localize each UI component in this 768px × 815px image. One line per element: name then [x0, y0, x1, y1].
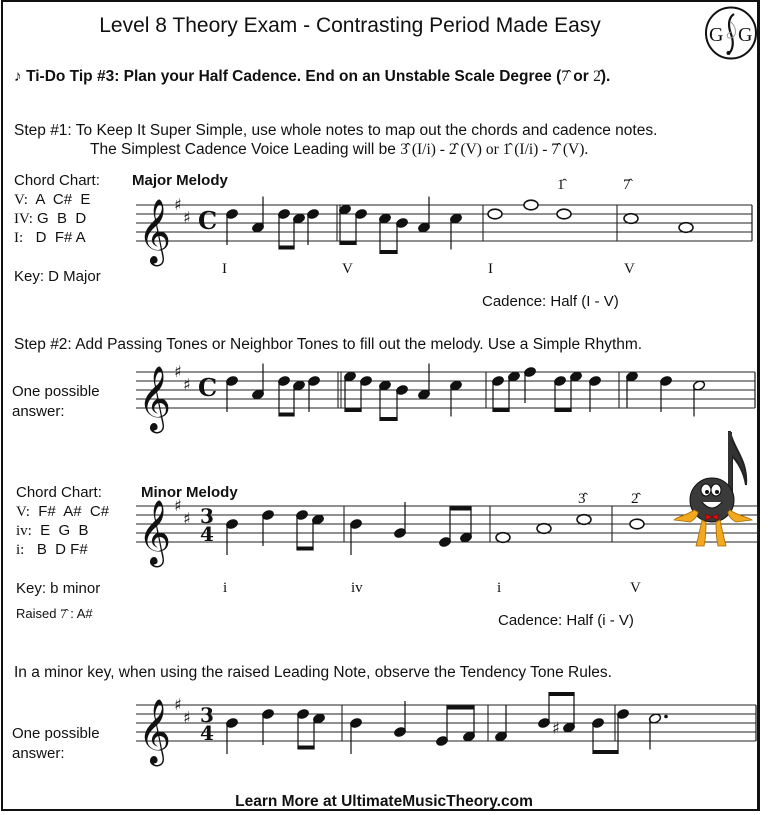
roman-numeral: iv [351, 580, 363, 596]
svg-text:G: G [738, 24, 753, 46]
note [591, 717, 604, 754]
time-sig-top: 3 [200, 504, 214, 528]
raised-value: : A# [66, 606, 93, 621]
beam [593, 750, 619, 754]
chord-notes: E G B [31, 522, 89, 539]
treble-clef-icon: 𝄞 [138, 699, 172, 764]
cadence-text: Cadence: Half (I - V) [482, 293, 619, 310]
sharp-icon: ♯ [174, 195, 182, 214]
step3-text: In a minor key, when using the raised Leading Note, observe the Tendency Tone Rules. [14, 664, 612, 681]
note [349, 717, 362, 754]
scale-degree-label: 3̂ [578, 491, 586, 507]
numeral: IV: [14, 211, 33, 227]
step1-line1: Step #1: To Keep It Super Simple, use whole notes to map out the chords and cadence notes. [14, 122, 658, 139]
chord-notes: B D F# [24, 541, 88, 558]
svg-text:G: G [709, 24, 724, 46]
sharp-accidental-icon: ♯ [552, 718, 560, 738]
answer-label-1: One possible [12, 383, 100, 400]
note [296, 708, 309, 745]
answer-label-2: answer: [12, 745, 65, 762]
minor-melody-title: Minor Melody [141, 484, 238, 501]
sharp-icon: ♯ [183, 375, 191, 394]
beam [447, 706, 475, 710]
scale-degree-label: 7̂ [623, 177, 631, 193]
numeral: I: [14, 230, 24, 246]
voice-leading-formula: 3̂ (I/i) - 2̂ (V) or 1̂ (I/i) - 7̂ (V). [400, 141, 589, 158]
note [462, 706, 475, 743]
numeral: i: [16, 542, 25, 558]
chord-notes: G B D [32, 210, 87, 227]
sharp-icon: ♯ [183, 208, 191, 227]
scale-degree-label: 2̂ [631, 491, 639, 507]
major-chord-chart-label: Chord Chart: [14, 172, 100, 189]
sharp-icon: ♯ [174, 496, 182, 515]
roman-numeral: i [497, 580, 502, 596]
treble-clef-icon: 𝄞 [138, 199, 172, 264]
raised-label: Raised [16, 606, 61, 621]
minor-key-label: Key: b minor [16, 580, 101, 597]
note [537, 692, 550, 729]
roman-numeral: V [630, 580, 641, 596]
eighth-note-icon: ♪ [14, 68, 22, 85]
note [393, 701, 406, 738]
music-note-mascot-icon [668, 430, 768, 550]
chord-notes: F# A# C# [29, 503, 110, 520]
common-time-icon: C [198, 373, 218, 402]
note [494, 706, 507, 743]
numeral: V: [16, 504, 30, 520]
treble-clef-icon: 𝄞 [138, 366, 172, 431]
tip-or: or [568, 68, 594, 85]
treble-clef-icon: 𝄞 [138, 500, 172, 565]
common-time-icon: C [198, 206, 218, 235]
numeral: iv: [16, 523, 32, 539]
page-title: Level 8 Theory Exam - Contrasting Period Made Easy [99, 14, 601, 37]
time-sig-top: 3 [200, 703, 214, 727]
sharp-icon: ♯ [183, 509, 191, 528]
note [648, 713, 667, 750]
tip-end: ). [600, 68, 611, 85]
scale-degree-label: 1̂ [557, 177, 565, 193]
sharp-icon: ♯ [183, 708, 191, 727]
sharp-icon: ♯ [174, 362, 182, 381]
note [552, 697, 576, 738]
roman-numeral: I [222, 261, 227, 277]
roman-numeral: V [624, 261, 635, 277]
roman-numeral: V [342, 261, 353, 277]
minor-chord-chart-label: Chord Chart: [16, 484, 102, 501]
roman-numeral: I [488, 261, 493, 277]
major-melody-title: Major Melody [132, 172, 228, 189]
answer-label-2: answer: [12, 403, 65, 420]
note [261, 708, 274, 745]
roman-numeral: i [223, 580, 228, 596]
step1-line2-text: The Simplest Cadence Voice Leading will be [90, 141, 401, 158]
numeral: V: [14, 192, 28, 208]
answer-label-1: One possible [12, 725, 100, 742]
major-key-label: Key: D Major [14, 268, 101, 285]
time-sig-bottom: 4 [200, 721, 214, 745]
note [225, 717, 238, 754]
footer-link[interactable]: Learn More at UltimateMusicTheory.com [235, 793, 533, 810]
step2-text: Step #2: Add Passing Tones or Neighbor Tones to fill out the melody. Use a Simple Rhythm. [14, 336, 643, 353]
note [312, 713, 325, 750]
chord-notes: D F# A [23, 229, 86, 246]
scale-degree-7: 7̂ [60, 606, 67, 621]
beam [549, 692, 575, 696]
note [435, 710, 448, 747]
scale-degree-7: 7̂ [561, 68, 569, 85]
scale-degree-2: 2̂ [593, 68, 601, 85]
tip-text: Ti-Do Tip #3: Plan your Half Cadence. End on an Unstable Scale Degree ( [26, 68, 562, 85]
chord-notes: A C# E [27, 191, 91, 208]
note [616, 708, 629, 745]
beam [298, 746, 315, 750]
time-sig-bottom: 4 [200, 522, 214, 546]
sharp-icon: ♯ [174, 695, 182, 714]
cadence-text: Cadence: Half (i - V) [498, 612, 634, 629]
